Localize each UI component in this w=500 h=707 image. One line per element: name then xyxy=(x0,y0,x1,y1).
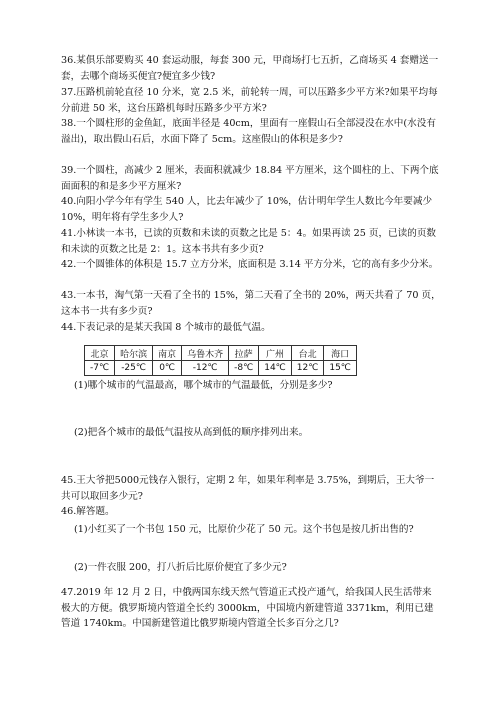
question-47: 47.2019 年 12 月 2 日，中俄两国东线天然气管道正式投产通气，给我国人民生活带来极大的方便。俄罗斯境内管道全长约 3000km，中国境内新建管道 3371km，利用已建管道 1740km。中国新建管道比俄罗斯境内管道全长多百分之几? xyxy=(61,587,434,629)
question-44-part-2: (2)把各个城市的最低气温按从高到低的顺序排列出来。 xyxy=(74,427,309,438)
table-cell-city: 海口 xyxy=(324,346,357,361)
table-cell-city: 哈尔滨 xyxy=(115,346,153,361)
table-cell-temp: -7℃ xyxy=(85,361,115,376)
question-42: 42.一个圆锥体的体积是 15.7 立方分米，底面积是 3.14 平方分米，它的高有多少分米。 xyxy=(61,259,439,270)
question-46-part-1: (1)小红买了一个书包 150 元，比原价少花了 50 元。这个书包是按几折出售的? xyxy=(74,524,414,535)
question-36: 36.某俱乐部要购买 40 套运动服，每套 300 元，甲商场打七五折，乙商场买 4 套赠送一套，去哪个商场买便宜?便宜多少钱? xyxy=(61,55,439,82)
question-43: 43.一本书，淘气第一天看了全书的 15%，第二天看了全书的 20%，两天共看了 70 页，这本书一共有多少页? xyxy=(61,290,441,317)
question-44-part-1: (1)哪个城市的气温最高，哪个城市的气温最低，分别是多少? xyxy=(74,380,333,391)
table-cell-temp: 14℃ xyxy=(259,361,292,376)
table-row xyxy=(85,361,357,376)
question-46-part-2: (2)一件衣服 200，打八折后比原价便宜了多少元? xyxy=(74,562,287,573)
question-38: 38.一个圆柱形的金鱼缸，底面半径是 40cm，里面有一座假山石全部浸没在水中(水没有溢出)，取出假山石后，水面下降了 5cm。这座假山的体积是多少? xyxy=(61,118,436,145)
table-cell-city: 南京 xyxy=(153,346,182,361)
question-46: 46.解答题。 xyxy=(61,506,115,517)
table-cell-temp: -8℃ xyxy=(229,361,259,376)
table-row xyxy=(85,346,357,361)
question-44: 44.下表记录的是某天我国 8 个城市的最低气温。 xyxy=(61,322,271,333)
table-cell-temp: -12℃ xyxy=(182,361,229,376)
table-cell-temp: 12℃ xyxy=(291,361,324,376)
table-cell-city: 台北 xyxy=(291,346,324,361)
question-45: 45.王大爷把5000元钱存入银行，定期 2 年，如果年利率是 3.75%，到期后，王大爷一共可以取回多少元? xyxy=(61,475,435,502)
table-cell-city: 乌鲁木齐 xyxy=(182,346,229,361)
question-40: 40.向阳小学今年有学生 540 人，比去年减少了 10%，估计明年学生人数比今年要减少 10%，明年将有学生多少人? xyxy=(61,196,436,223)
question-41: 41.小林读一本书，已读的页数和未读的页数之比是 5：4。如果再读 25 页，已读的页数和未读的页数之比是 2：1。这本书共有多少页? xyxy=(61,228,437,255)
question-39: 39.一个圆柱，高减少 2 厘米，表面积就减少 18.84 平方厘米，这个圆柱的上、下两个底面面积的和是多少平方厘米? xyxy=(61,165,439,192)
table-cell-temp: 0℃ xyxy=(153,361,182,376)
table-cell-temp: -25℃ xyxy=(115,361,153,376)
table-cell-city: 拉萨 xyxy=(229,346,259,361)
table-cell-temp: 15℃ xyxy=(324,361,357,376)
temperature-table xyxy=(84,345,357,376)
table-cell-city: 广州 xyxy=(259,346,292,361)
table-cell-city: 北京 xyxy=(85,346,115,361)
question-37: 37.压路机前轮直径 10 分米，宽 2.5 米，前轮转一周，可以压路多少平方米?如果平均每分前进 50 米，这台压路机每时压路多少平方米? xyxy=(61,87,438,114)
